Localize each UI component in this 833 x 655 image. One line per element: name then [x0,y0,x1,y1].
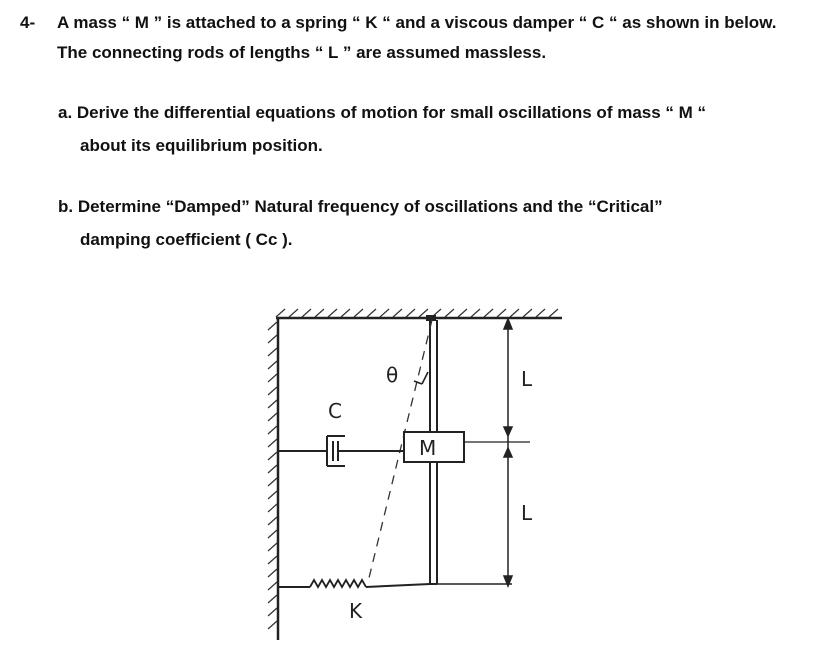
question-text: A mass “ M ” is attached to a spring “ K “ and a viscous damper “ C “ as shown in below. The connecting rods of lengths “ L ” are assumed massless. [57,13,777,62]
spring [310,580,366,587]
part-a-line2: about its equilibrium position. [80,136,323,155]
spring-right [366,584,430,587]
question-number: 4- [20,13,36,32]
damper-label: C [328,399,342,423]
ceiling-hatching [276,309,558,317]
part-b-line2: damping coefficient ( Cc ). [80,230,293,249]
mass-label: M [419,436,437,460]
lower-length-label: L [521,501,533,525]
part-b-line1: b. Determine “Damped” Natural frequency of oscillations and the “Critical” [58,197,663,216]
angle-label: θ [386,363,399,387]
wall-hatching [268,322,277,629]
part-a-line1: a. Derive the differential equations of motion for small oscillations of mass “ M “ [58,103,707,122]
upper-length-label: L [521,367,533,391]
spring-label: K [349,599,363,623]
angle-arrow [414,372,428,384]
